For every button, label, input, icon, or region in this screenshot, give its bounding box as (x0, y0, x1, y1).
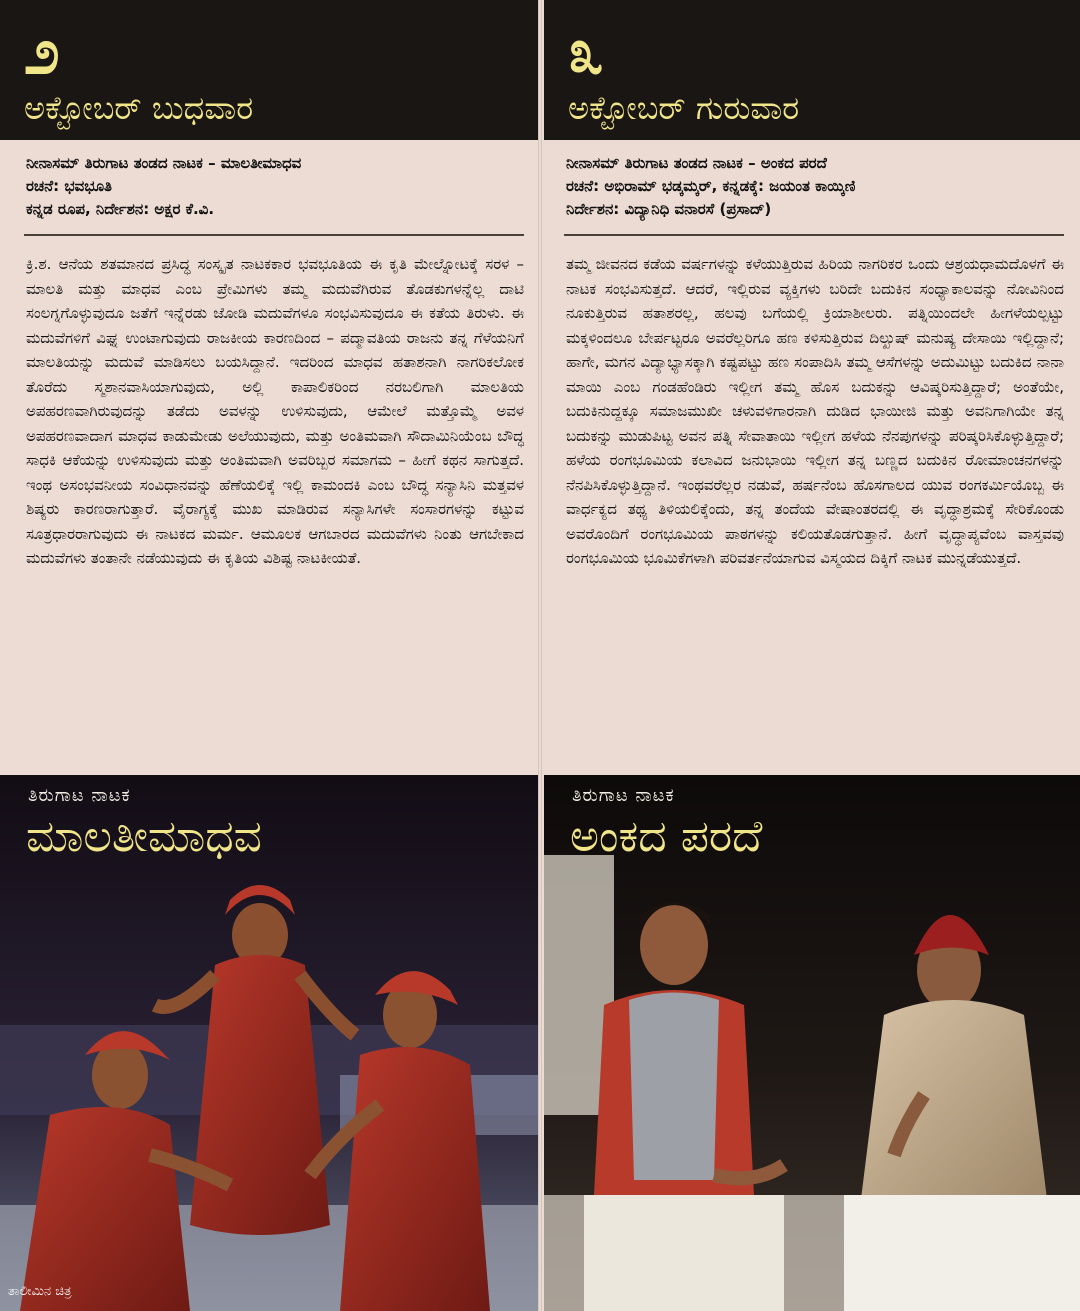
date-day: ಅಕ್ಟೋಬರ್ ಗುರುವಾರ (568, 89, 800, 127)
credit-line-company: ನೀನಾಸಮ್ ತಿರುಗಾಟ ತಂಡದ ನಾಟಕ – ಅಂಕದ ಪರದೆ (566, 154, 827, 172)
divider (564, 234, 1064, 236)
credit-line-author: ರಚನೆ: ಅಭಿರಾಮ್ ಭಡ್ಕಮ್ಕರ್, ಕನ್ನಡಕ್ಕೆ: ಜಯಂತ ಕಾಯ್ಕಿಣಿ (566, 177, 856, 195)
play-label: ತಿರುಗಾಟ ನಾಟಕ (28, 785, 131, 806)
date-number: ೨ (24, 15, 60, 89)
photo-credit: ತಾಲೀಮಿನ ಚಿತ್ರ (8, 1284, 72, 1299)
date-header (0, 0, 540, 140)
credit-line-director: ನಿರ್ದೇಶನ: ವಿದ್ಯಾನಿಧಿ ವನಾರಸೆ (ಪ್ರಸಾದ್) (566, 200, 772, 218)
credit-line-company: ನೀನಾಸಮ್ ತಿರುಗಾಟ ತಂಡದ ನಾಟಕ – ಮಾಲತೀಮಾಧವ (26, 154, 302, 172)
divider (24, 234, 524, 236)
play-synopsis: ತಮ್ಮ ಜೀವನದ ಕಡೆಯ ವರ್ಷಗಳನ್ನು ಕಳೆಯುತ್ತಿರುವ ಹಿರಿಯ ನಾಗರಿಕರ ಒಂದು ಆಶ್ರಯಧಾಮದೊಳಗೆ ಈ ನಾಟಕ ಸಂಭವಿಸುತ್ತದೆ. ಆದರೆ, ಇಲ್ಲಿರುವ ವ್ಯಕ್ತಿಗಳು ಬರಿದೇ ಬದುಕಿನ ಸಂಧ್ಯಾಕಾಲವನ್ನು ನೋವಿನಿಂದ ನೂಕುತ್ತಿರುವ ಹತಾಶರಲ್ಲ, ಹಲವು ಬಗೆಯಲ್ಲಿ ಕ್ರಿಯಾಶೀಲರು. ಪತ್ನಿಯಿಂದಲೇ ಹೀಗಳೆಯಲ್ಪಟ್ಟು ಮಕ್ಕಳಿಂದಲೂ ಬೇರ್ಪಟ್ಟರೂ ಅವರೆಲ್ಲರಿಗೂ ಹಣ ಕಳಿಸುತ್ತಿರುವ ದಿಲ್ಖುಷ್ ಮನುಷ್ಯ ದೇಸಾಯಿ ಇಲ್ಲಿದ್ದಾನೆ; ಹಾಗೇ, ಮಗನ ವಿದ್ಯಾಭ್ಯಾಸಕ್ಕಾಗಿ ಕಷ್ಟಪಟ್ಟು ಹಣ ಸಂಪಾದಿಸಿ ತಮ್ಮ ಆಸೆಗಳನ್ನು ಅದುಮಿಟ್ಟು ಬದುಕಿದ ನಾನಾ ಮಾಯಿ ಎಂಬ ಗಂಡಹೆಂಡಿರು ಇಲ್ಲೀಗ ತಮ್ಮ ಹೊಸ ಬದುಕನ್ನು ಆವಿಷ್ಕರಿಸುತ್ತಿದ್ದಾರೆ; ಅಂತೆಯೇ, ಬದುಕಿನುದ್ದಕ್ಕೂ ಸಮಾಜಮುಖೀ ಚಳುವಳಿಗಾರನಾಗಿ ದುಡಿದ ಭಾಯೀಜಿ ಮತ್ತು ಅವನಿಗಾಗಿಯೇ ತನ್ನ ಬದುಕನ್ನು ಮುಡುಪಿಟ್ಟ ಅವನ ಪತ್ನಿ ಸೇವಾತಾಯಿ ಇಲ್ಲೀಗ ಹಳೆಯ ನೆನಪುಗಳನ್ನು ಪರಿಷ್ಕರಿಸಿಕೊಳ್ಳುತ್ತಿದ್ದಾರೆ; ಹಳೆಯ ರಂಗಭೂಮಿಯ ಕಲಾವಿದ ಜನುಭಾಯಿ ಇಲ್ಲೀಗ ತನ್ನ ಬಣ್ಣದ ಬದುಕಿನ ರೋಮಾಂಚನಗಳನ್ನು ನೆನಪಿಸಿಕೊಳ್ಳುತ್ತಿದ್ದಾನೆ. ಇಂಥವರೆಲ್ಲರ ನಡುವೆ, ಹರ್ಷನೆಂಬ ಹೊಸಗಾಲದ ಯುವ ರಂಗಕರ್ಮಿಯೊಬ್ಬ ಈ ವಾರ್ಧಕ್ಯದ ತಥ್ಯ ತಿಳಿಯಲಿಕ್ಕೆಂದು, ತನ್ನ ತಂದೆಯ ವೇಷಾಂತರದಲ್ಲಿ ಈ ವೃದ್ಧಾಶ್ರಮಕ್ಕೆ ಸೇರಿಕೊಂಡು ಅವರೊಂದಿಗೆ ರಂಗಭೂಮಿಯ ಪಾಠಗಳನ್ನು ಕಲಿಯತೊಡಗುತ್ತಾನೆ. ಹೀಗೆ ವೃದ್ಧಾಪ್ಯವೆಂಬ ವಾಸ್ತವವು ರಂಗಭೂಮಿಯ ಭೂಮಿಕೆಗಳಾಗಿ ಪರಿವರ್ತನೆಯಾಗುವ ವಿಸ್ಮಯದ ದಿಕ್ಕಿಗೆ ನಾಟಕ ಮುನ್ನಡೆಯುತ್ತದೆ. (566, 255, 1064, 567)
play-credits (26, 152, 526, 221)
date-header (544, 0, 1080, 140)
stage-photo-ankada-parade (544, 775, 1080, 1311)
credit-line-author: ರಚನೆ: ಭವಭೂತಿ (26, 177, 112, 195)
stage-photo-malatimadhava (0, 775, 540, 1311)
panel-october-3 (540, 0, 1080, 1311)
credit-line-director: ಕನ್ನಡ ರೂಪ, ನಿರ್ದೇಶನ: ಅಕ್ಷರ ಕೆ.ವಿ. (26, 200, 215, 218)
play-title: ಮಾಲತೀಮಾಧವ (26, 811, 262, 862)
play-label: ತಿರುಗಾಟ ನಾಟಕ (572, 785, 675, 806)
date-day: ಅಕ್ಟೋಬರ್ ಬುಧವಾರ (24, 89, 254, 127)
date-number: ೩ (568, 15, 604, 89)
play-credits (566, 152, 1066, 221)
page-fold (538, 0, 542, 1311)
play-title: ಅಂಕದ ಪರದೆ (570, 811, 763, 862)
play-synopsis: ಕ್ರಿ.ಶ. ಆನೆಯ ಶತಮಾನದ ಪ್ರಸಿದ್ಧ ಸಂಸ್ಕೃತ ನಾಟಕಕಾರ ಭವಭೂತಿಯ ಈ ಕೃತಿ ಮೇಲ್ನೋಟಕ್ಕೆ ಸರಳ – ಮಾಲತಿ ಮತ್ತು ಮಾಧವ ಎಂಬ ಪ್ರೇಮಿಗಳು ತಮ್ಮ ಮದುವೆಗಿರುವ ತೊಡಕುಗಳನ್ನೆಲ್ಲ ದಾಟಿ ಸಂಲಗ್ನಗೊಳ್ಳುವುದೂ ಜತೆಗೆ ಇನ್ನೆರಡು ಜೋಡಿ ಮದುವೆಗಳೂ ಸಂಭವಿಸುವುದೂ ಈ ಕತೆಯ ತಿರುಳು. ಈ ಮದುವೆಗಳಿಗೆ ವಿಘ್ನ ಉಂಟಾಗುವುದು ರಾಜಕೀಯ ಕಾರಣದಿಂದ – ಪದ್ಮಾವತಿಯ ರಾಜನು ತನ್ನ ಗೆಳೆಯನಿಗೆ ಮಾಲತಿಯನ್ನು ಮದುವೆ ಮಾಡಿಸಲು ಬಯಸಿದ್ದಾನೆ. ಇದರಿಂದ ಮಾಧವ ಹತಾಶನಾಗಿ ನಾಗರಿಕಲೋಕ ತೊರೆದು ಸ್ಮಶಾನವಾಸಿಯಾಗುವುದು, ಅಲ್ಲಿ ಕಾಪಾಲಿಕರಿಂದ ನರಬಲಿಗಾಗಿ ಮಾಲತಿಯ ಅಪಹರಣವಾಗಿರುವುದನ್ನು ತಡೆದು ಅವಳನ್ನು ಉಳಿಸುವುದು, ಆಮೇಲೆ ಮತ್ತೊಮ್ಮೆ ಅವಳ ಅಪಹರಣವಾದಾಗ ಮಾಧವ ಕಾಡುಮೇಡು ಅಲೆಯುವುದು, ಮತ್ತು ಅಂತಿಮವಾಗಿ ಸೌದಾಮಿನಿಯೆಂಬ ಬೌದ್ಧ ಸಾಧಕಿ ಆಕೆಯನ್ನು ಉಳಿಸುವುದು ಮತ್ತು ಅಂತಿಮವಾಗಿ ಅವರಿಬ್ಬರ ಸಮಾಗಮ – ಹೀಗೆ ಕಥನ ಸಾಗುತ್ತದೆ. ಇಂಥ ಅಸಂಭವನೀಯ ಸಂವಿಧಾನವನ್ನು ಹೆಣೆಯಲಿಕ್ಕೆ ಇಲ್ಲಿ ಕಾಮಂದಕಿ ಎಂಬ ಬೌದ್ಧ ಸನ್ಯಾಸಿನಿ ಮತ್ತವಳ ಶಿಷ್ಯರು ಕಾರಣರಾಗುತ್ತಾರೆ. ವೈರಾಗ್ಯಕ್ಕೆ ಮುಖ ಮಾಡಿರುವ ಸನ್ಯಾಸಿಗಳೇ ಸಂಸಾರಗಳನ್ನು ಕಟ್ಟುವ ಸೂತ್ರಧಾರರಾಗುವುದು ಈ ನಾಟಕದ ಮರ್ಮ. ಆಮೂಲಕ ಆಗಬಾರದ ಮದುವೆಗಳು ನಿಂತು ಆಗಬೇಕಾದ ಮದುವೆಗಳು ತಂತಾನೇ ನಡೆಯುವುದು ಈ ಕೃತಿಯ ವಿಶಿಷ್ಟ ನಾಟಕೀಯತೆ. (26, 255, 524, 567)
